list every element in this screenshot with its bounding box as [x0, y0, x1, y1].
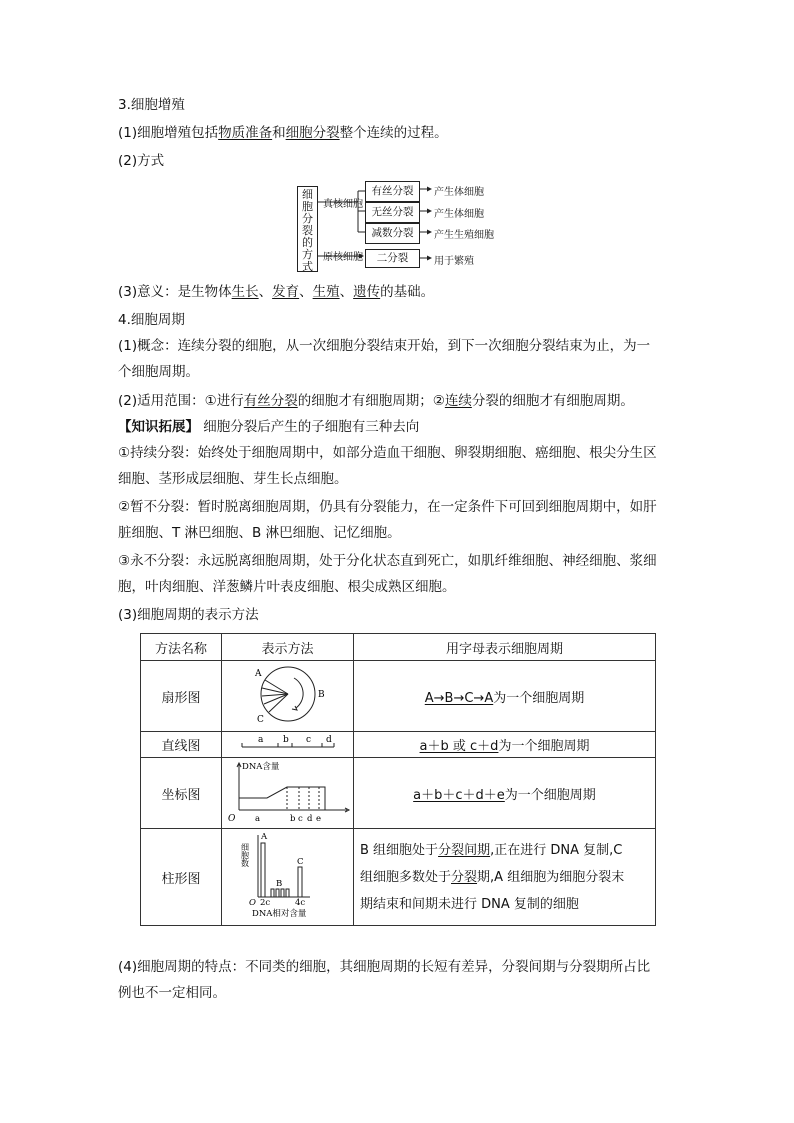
bar-label-c: C	[296, 857, 304, 867]
coord-ylabel: DNA含量	[241, 762, 279, 772]
features-line2: 例也不一定相同。	[118, 985, 226, 1001]
fan-label-c: C	[256, 715, 264, 725]
bar-xlabel: DNA相对含量	[251, 909, 306, 919]
header-method: 表示方法	[222, 634, 354, 661]
concept-line2: 个细胞周期。	[118, 364, 199, 380]
never-line2: 胞，叶肉细胞、洋葱鳞片叶表皮细胞、根尖成熟区细胞。	[118, 579, 456, 595]
prokaryotic-label: 原核细胞	[323, 252, 363, 263]
bar-origin: O	[248, 898, 256, 908]
row-desc: a＋b 或 c＋d为一个细胞周期	[354, 732, 656, 758]
row-name: 直线图	[141, 732, 222, 758]
bar-ylabel: 细胞数	[240, 843, 249, 867]
line-label-c: c	[305, 734, 311, 745]
mitosis-box: 有丝分裂	[365, 181, 420, 202]
never-line1: ③永不分裂：永远脱离细胞周期，处于分化状态直到死亡，如肌纤维细胞、神经细胞、浆细	[118, 553, 657, 569]
bar-chart	[222, 829, 354, 926]
bar-tick-4c: 4c	[294, 898, 305, 908]
line-label-b: b	[282, 734, 289, 745]
header-name: 方法名称	[141, 634, 222, 661]
row-desc: a＋b＋c＋d＋e为一个细胞周期	[354, 758, 656, 829]
temporary-line1: ②暂不分裂：暂时脱离细胞周期，仍具有分裂能力，在一定条件下可回到细胞周期中，如肝	[118, 499, 657, 515]
row-name: 柱形图	[141, 829, 222, 926]
header-letters: 用字母表示细胞周期	[354, 634, 656, 661]
coord-tick-d: d	[306, 814, 312, 824]
bar-label-a: A	[260, 832, 267, 842]
concept-line1: (1)概念：连续分裂的细胞，从一次细胞分裂结束开始，到下一次细胞分裂结束为止，为一	[118, 338, 651, 354]
line-label-d: d	[325, 734, 332, 745]
section3-p2: (2)方式	[118, 153, 165, 169]
result-3: 产生生殖细胞	[434, 230, 494, 241]
section3-heading: 3.细胞增殖	[118, 97, 185, 113]
diagram-connectors	[300, 180, 440, 275]
row-desc: A→B→C→A为一个细胞周期	[354, 661, 656, 732]
coord-tick-b: b	[289, 814, 295, 824]
coordinate-chart	[222, 758, 354, 829]
binary-fission-box: 二分裂	[365, 249, 420, 268]
coord-origin: O	[227, 814, 235, 824]
division-method-label: 细胞分裂的方式	[297, 186, 318, 272]
fan-label-b: B	[317, 690, 325, 700]
row-name: 坐标图	[141, 758, 222, 829]
line-label-a: a	[257, 734, 263, 745]
section3-p3: (3)意义：是生物体生长、发育、生殖、遗传的基础。	[118, 284, 435, 300]
table-row	[141, 661, 656, 732]
fan-label-a: A	[254, 669, 261, 679]
result-4: 用于繁殖	[434, 256, 474, 267]
continuous-line1: ①持续分裂：始终处于细胞周期中，如部分造血干细胞、卵裂期细胞、癌细胞、根尖分生区	[118, 445, 657, 461]
bar-label-b: B	[275, 879, 282, 889]
continuous-line2: 细胞、茎形成层细胞、芽生长点细胞。	[118, 471, 348, 487]
section3-p1: (1)细胞增殖包括物质准备和细胞分裂整个连续的过程。	[118, 125, 448, 141]
bar-tick-2c: 2c	[259, 898, 270, 908]
eukaryotic-label: 真核细胞	[323, 199, 363, 210]
knowledge-extension: 【知识拓展】 细胞分裂后产生的子细胞有三种去向	[118, 419, 420, 435]
result-2: 产生体细胞	[434, 209, 484, 220]
coord-tick-a: a	[254, 814, 260, 824]
table-row	[141, 758, 656, 829]
meiosis-box: 减数分裂	[365, 223, 420, 244]
scope-line: (2)适用范围：①进行有丝分裂的细胞才有细胞周期；②连续分裂的细胞才有细胞周期。	[118, 393, 634, 409]
cycle-methods-table	[140, 633, 656, 926]
amitosis-box: 无丝分裂	[365, 202, 420, 223]
result-1: 产生体细胞	[434, 187, 484, 198]
line-chart	[222, 732, 354, 758]
row-name: 扇形图	[141, 661, 222, 732]
coord-tick-c: c	[297, 814, 303, 824]
temporary-line2: 脏细胞、T 淋巴细胞、B 淋巴细胞、记忆细胞。	[118, 525, 401, 541]
features-line1: (4)细胞周期的特点：不同类的细胞，其细胞周期的长短有差异，分裂间期与分裂期所占比	[118, 959, 651, 975]
fan-chart	[222, 661, 354, 732]
coord-tick-e: e	[315, 814, 321, 824]
section4-heading: 4.细胞周期	[118, 312, 185, 328]
table-row	[141, 829, 656, 926]
row-desc: B 组细胞处于分裂间期,正在进行 DNA 复制,C 组细胞多数处于分裂期,A 组细胞为细胞分裂末 期结束和间期未进行 DNA 复制的细胞	[354, 829, 656, 926]
table-row	[141, 732, 656, 758]
representation-heading: (3)细胞周期的表示方法	[118, 607, 259, 623]
